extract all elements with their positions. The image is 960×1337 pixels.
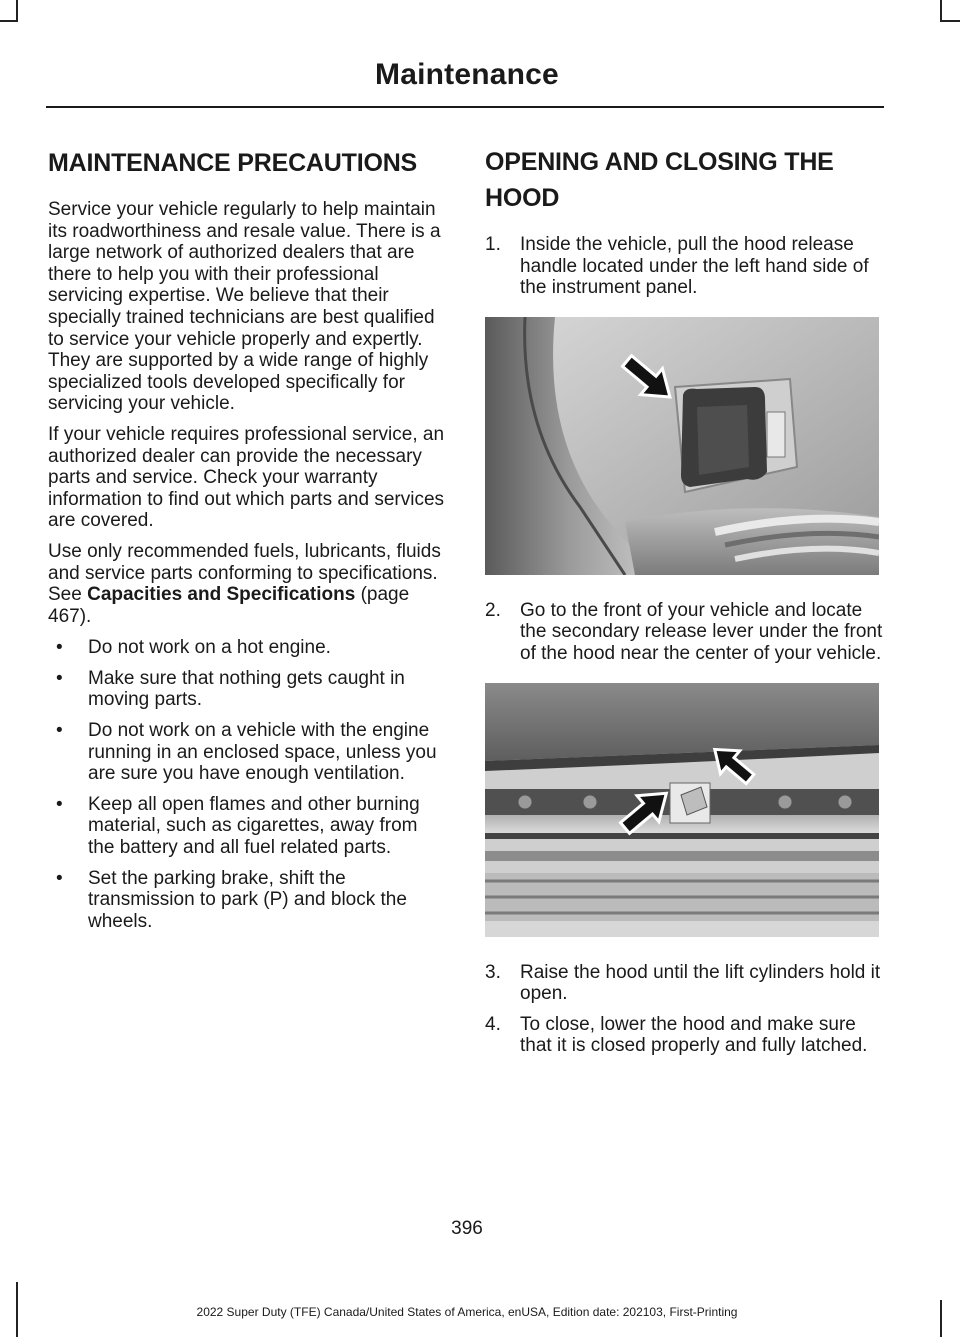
list-item-text: Make sure that nothing gets caught in moving parts. (88, 667, 405, 711)
left-column (48, 144, 448, 941)
paragraph-text: Use only recommended fuels, lubricants, fluids and service parts conforming to specifications. See (48, 540, 441, 606)
step-text: Go to the front of your vehicle and locate the secondary release lever under the front of the hood near the center of your vehicle. (520, 599, 883, 664)
step-item (485, 234, 885, 299)
page-header-title: Maintenance (375, 58, 559, 91)
paragraph-recommended-fluids (48, 541, 448, 627)
crop-mark-top-left-h (0, 20, 18, 22)
page-footer: 2022 Super Duty (TFE) Canada/United States of America, enUSA, Edition date: 202103, First-Printing (196, 1305, 738, 1319)
list-item-text: Keep all open flames and other burning material, such as cigarettes, away from the battery and all fuel related parts. (88, 793, 420, 859)
hood-release-handle-illustration (485, 317, 879, 575)
step-number: 4. (485, 1013, 501, 1035)
bullet-marker: • (56, 667, 63, 689)
page-reference: (page 467). (48, 584, 410, 627)
precautions-list (48, 637, 448, 932)
step-number: 1. (485, 234, 501, 255)
crop-mark-top-left (16, 0, 18, 22)
hood-steps-list (485, 234, 885, 299)
step-number: 2. (485, 599, 501, 621)
paragraph-service-regularly: Service your vehicle regularly to help maintain its roadworthiness and resale value. There is a large network of authorized dealers that are there to help you with their professional servicing expertise. We believe that their specially trained technicians are best qualified to service your vehicle properly and expertly. They are supported by a wide range of highly specialized tools developed specifically for servicing your vehicle. (48, 199, 441, 415)
crop-mark-top-right (940, 0, 942, 22)
page-number: 396 (451, 1218, 483, 1239)
header-rule (46, 106, 884, 108)
step-text: Inside the vehicle, pull the hood release handle located under the left hand side of the instrument panel. (520, 234, 869, 299)
bullet-marker: • (56, 637, 63, 659)
list-item (48, 868, 448, 933)
list-item-text: Set the parking brake, shift the transmission to park (P) and block the wheels. (88, 867, 407, 932)
secondary-release-lever-illustration (485, 683, 879, 937)
list-item (48, 794, 448, 859)
hood-steps-list-continued (485, 600, 885, 665)
crop-mark-top-right-h (940, 20, 960, 22)
crop-mark-bottom-right (940, 1300, 942, 1337)
paragraph-professional-service: If your vehicle requires professional service, an authorized dealer can provide the necessary parts and service. Check your warranty information to find out which parts and services are covered. (48, 423, 445, 532)
bullet-marker: • (56, 867, 63, 889)
hood-steps-list-final (485, 962, 885, 1057)
section-heading-opening-closing-hood: OPENING AND CLOSING THE HOOD (485, 148, 834, 212)
step-number: 3. (485, 961, 501, 983)
bullet-marker: • (56, 720, 63, 742)
step-text: To close, lower the hood and make sure that it is closed properly and fully latched. (520, 1013, 868, 1057)
step-item (485, 962, 885, 1005)
step-text: Raise the hood until the lift cylinders hold it open. (520, 961, 881, 1005)
bullet-marker: • (56, 793, 63, 815)
capacities-specifications-link[interactable]: Capacities and Specifications (87, 584, 356, 606)
list-item (48, 637, 448, 659)
section-heading-maintenance-precautions: MAINTENANCE PRECAUTIONS (48, 149, 418, 177)
list-item (48, 720, 448, 785)
right-column (485, 144, 885, 1057)
list-item (48, 668, 448, 711)
step-item (485, 600, 885, 665)
step-item (485, 1014, 885, 1057)
list-item-text: Do not work on a hot engine. (88, 637, 331, 659)
list-item-text: Do not work on a vehicle with the engine running in an enclosed space, unless you are sure you have enough ventilation. (88, 720, 437, 785)
